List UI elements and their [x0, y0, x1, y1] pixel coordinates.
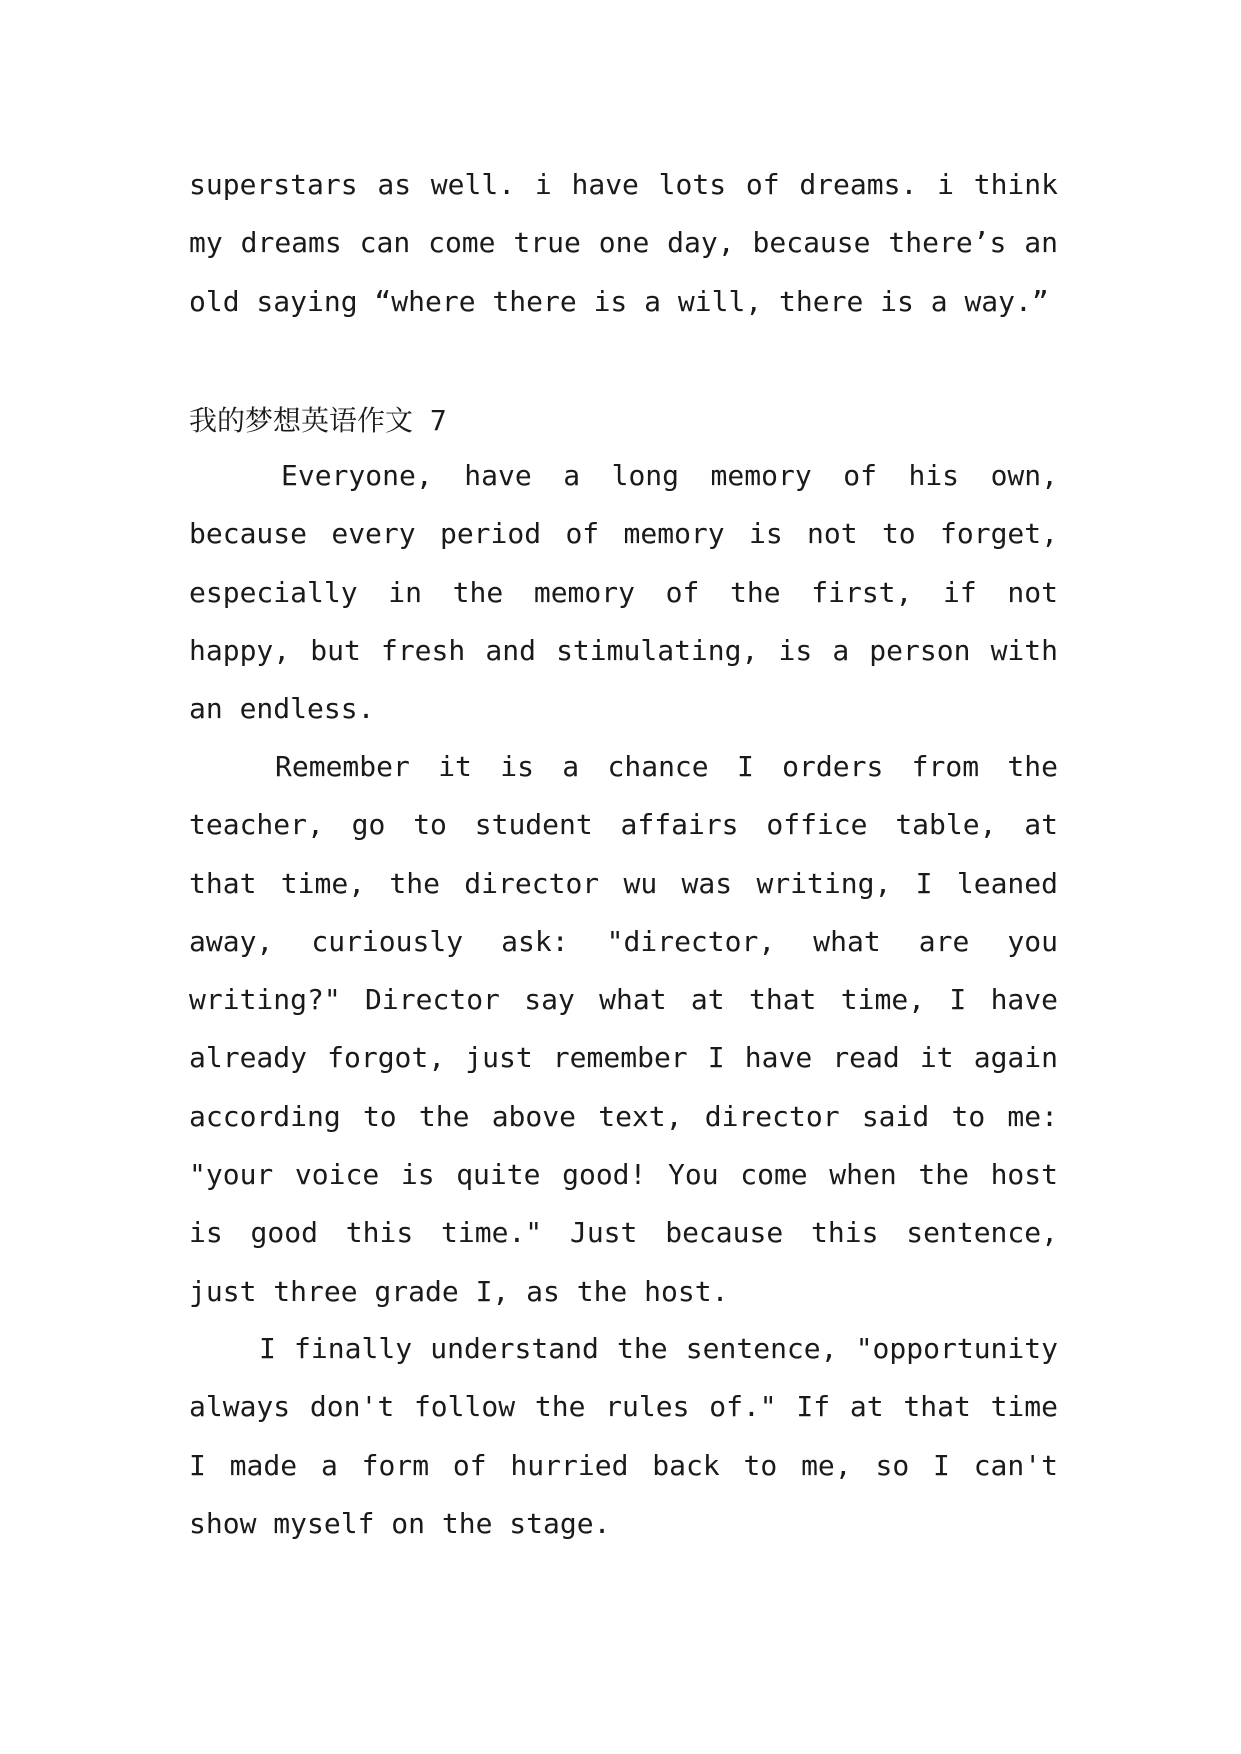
text-line: just three grade I, as the host. — [189, 1274, 729, 1308]
text-line: happy, but fresh and stimulating, is a person with — [189, 633, 1058, 667]
paragraph-1 — [189, 447, 1058, 738]
text-line: according to the above text, director said to me: — [189, 1099, 1058, 1133]
text-line: an endless. — [189, 692, 375, 726]
text-line: old saying “where there is a will, there is a way.” — [189, 284, 1049, 318]
text-line: Everyone, have a long memory of his own, — [281, 459, 1058, 492]
text-line: I made a form of hurried back to me, so I can't — [189, 1448, 1058, 1482]
intro-paragraph — [189, 156, 1058, 331]
text-line: teacher, go to student affairs office table, at — [189, 808, 1058, 842]
text-line: especially in the memory of the first, if not — [189, 575, 1058, 609]
text-line: Remember it is a chance I orders from the — [275, 750, 1058, 783]
text-line: away, curiously ask: "director, what are you — [189, 924, 1058, 958]
text-line: superstars as well. i have lots of dreams. i think — [189, 168, 1058, 201]
section-heading: 我的梦想英语作文 7 — [189, 404, 447, 437]
text-line: always don't follow the rules of." If at that time — [189, 1390, 1058, 1424]
text-line: that time, the director wu was writing, I leaned — [189, 866, 1058, 900]
text-line: show myself on the stage. — [189, 1506, 611, 1540]
text-line: writing?" Director say what at that time, I have — [189, 983, 1058, 1017]
text-line: I finally understand the sentence, "opportunity — [259, 1332, 1058, 1365]
paragraph-2 — [189, 738, 1058, 1321]
text-line: is good this time." Just because this sentence, — [189, 1216, 1058, 1250]
text-line: because every period of memory is not to forget, — [189, 517, 1058, 551]
text-line: my dreams can come true one day, because there’s an — [189, 226, 1058, 260]
paragraph-3 — [189, 1320, 1058, 1553]
text-line: "your voice is quite good! You come when the host — [189, 1158, 1058, 1192]
text-line: already forgot, just remember I have read it again — [189, 1041, 1058, 1075]
